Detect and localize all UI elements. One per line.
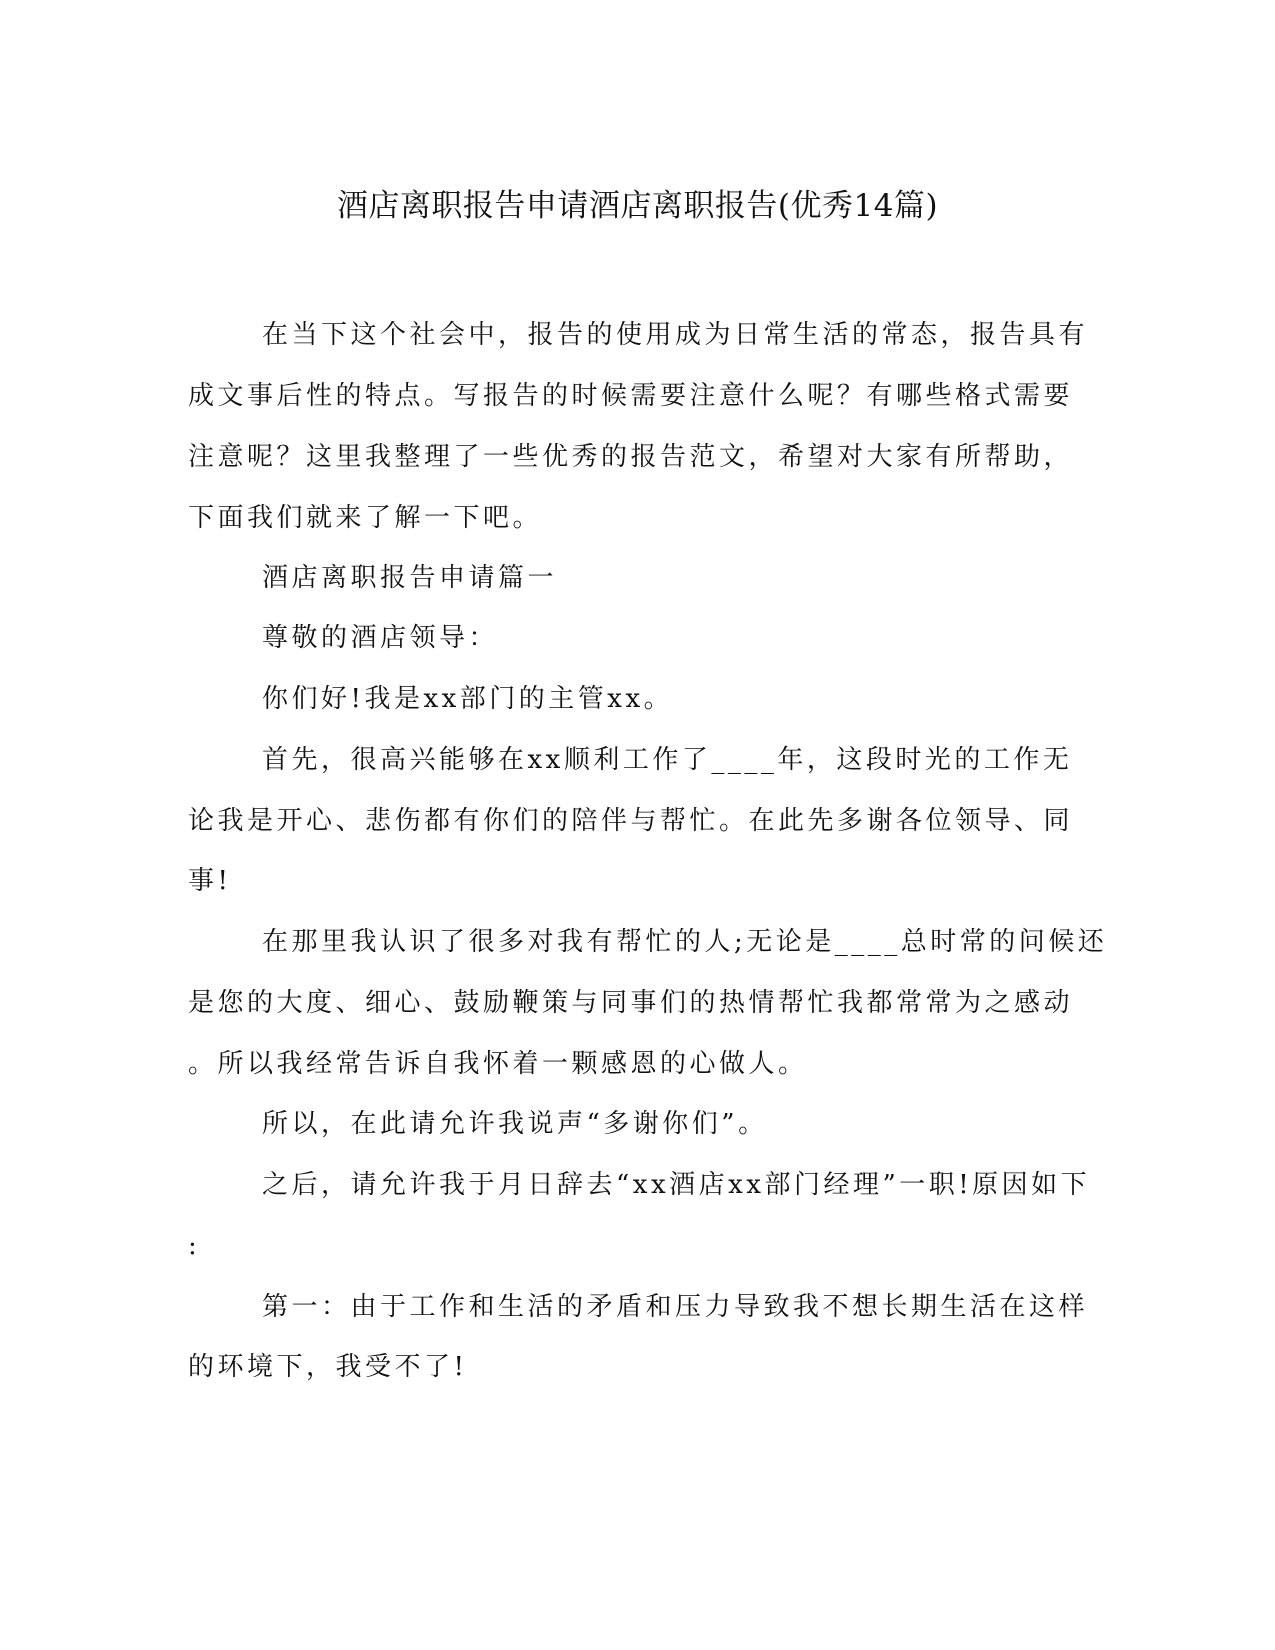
paragraph-line: 所以，在此请允许我说声“多谢你们”。 xyxy=(262,1109,768,1139)
paragraph-line: 成文事后性的特点。写报告的时候需要注意什么呢？有哪些格式需要 xyxy=(188,381,1074,411)
paragraph-line: 在当下这个社会中，报告的使用成为日常生活的常态，报告具有 xyxy=(262,320,1089,350)
paragraph-line: 第一：由于工作和生活的矛盾和压力导致我不想长期生活在这样 xyxy=(262,1292,1089,1322)
paragraph-line: : xyxy=(188,1231,201,1261)
paragraph-line: 。所以我经常告诉自我怀着一颗感恩的心做人。 xyxy=(188,1049,808,1079)
paragraph-line: 之后，请允许我于月日辞去“xx酒店xx部门经理”一职!原因如下 xyxy=(262,1170,1091,1200)
salutation: 尊敬的酒店领导： xyxy=(262,623,499,653)
paragraph-line: 在那里我认识了很多对我有帮忙的人;无论是____总时常的问候还 xyxy=(262,927,1108,957)
paragraph-line: 的环境下，我受不了! xyxy=(188,1352,468,1382)
paragraph-line: 你们好!我是xx部门的主管xx。 xyxy=(262,684,674,714)
section-heading: 酒店离职报告申请篇一 xyxy=(262,563,558,593)
paragraph-line: 注意呢？这里我整理了一些优秀的报告范文，希望对大家有所帮助， xyxy=(188,442,1074,472)
paragraph-line: 下面我们就来了解一下吧。 xyxy=(188,503,543,533)
document-title: 酒店离职报告申请酒店离职报告(优秀14篇) xyxy=(336,188,939,224)
paragraph-line: 论我是开心、悲伤都有你们的陪伴与帮忙。在此先多谢各位领导、同 xyxy=(188,806,1074,836)
paragraph-line: 事! xyxy=(188,866,232,896)
paragraph-line: 首先，很高兴能够在xx顺利工作了____年，这段时光的工作无 xyxy=(262,745,1073,775)
paragraph-line: 是您的大度、细心、鼓励鞭策与同事们的热情帮忙我都常常为之感动 xyxy=(188,988,1074,1018)
